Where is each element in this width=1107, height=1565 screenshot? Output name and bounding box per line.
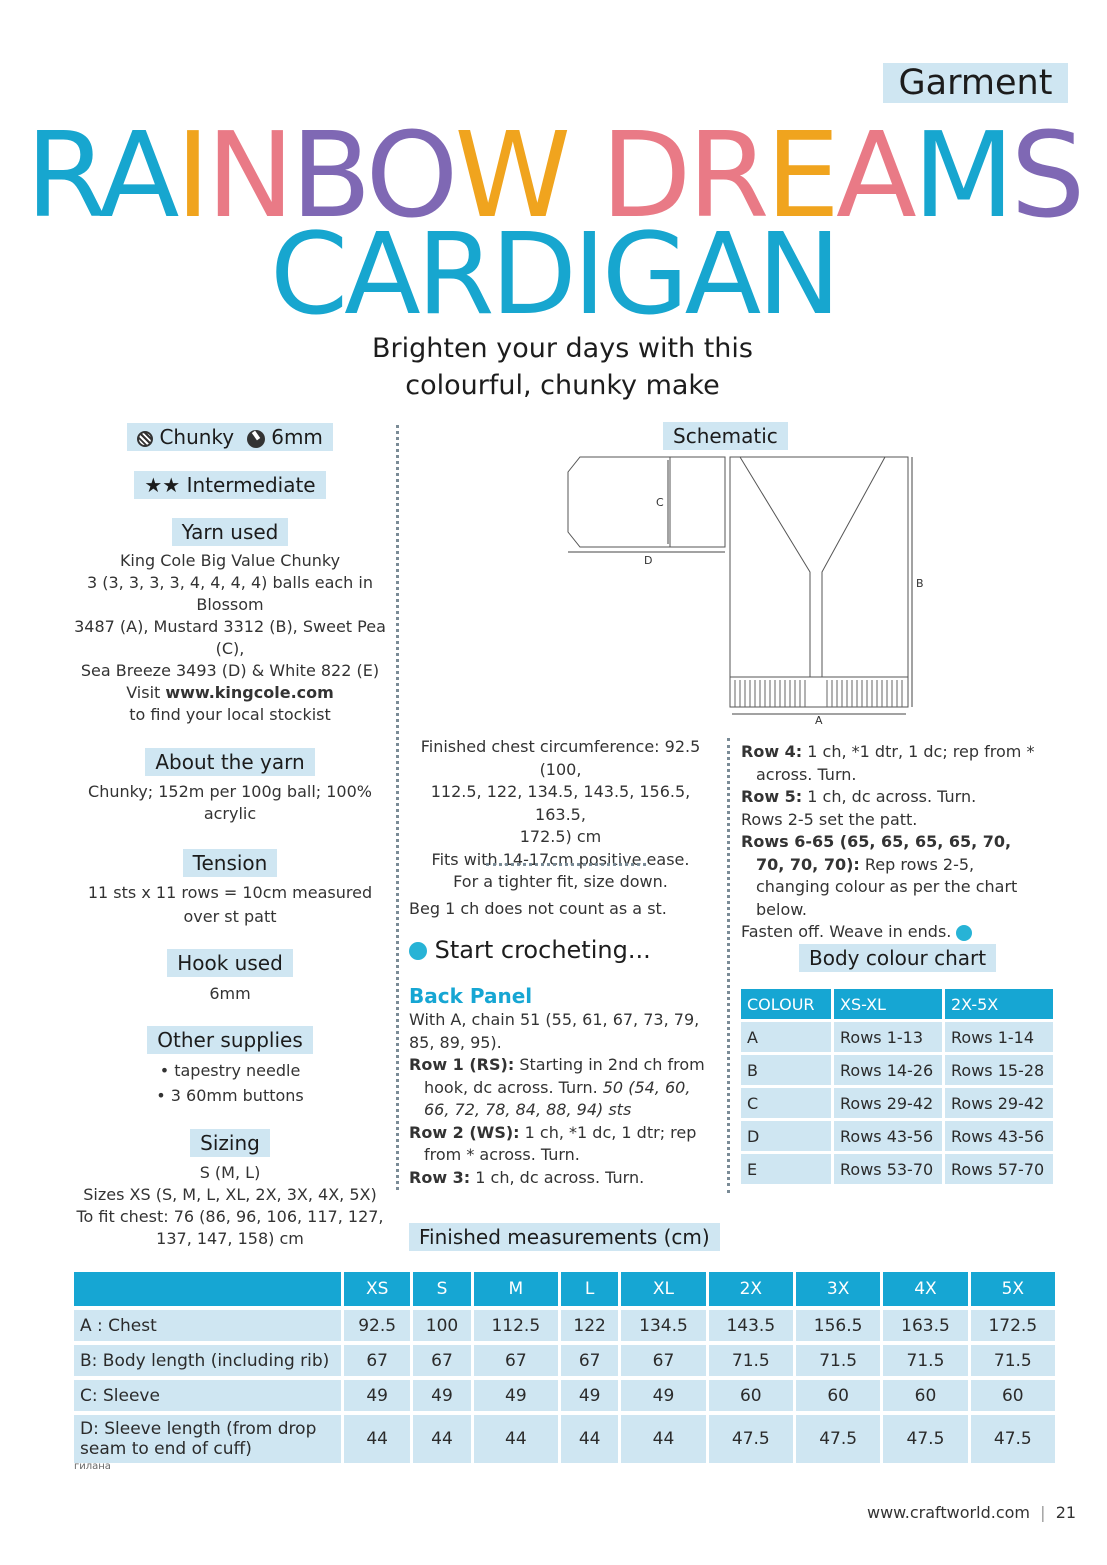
table-cell: 47.5 bbox=[709, 1415, 793, 1463]
table-cell: 49 bbox=[561, 1380, 618, 1411]
row-3-label: Row 3: bbox=[409, 1167, 471, 1187]
sizing-line: S (M, L) bbox=[199, 1163, 261, 1182]
table-cell: 47.5 bbox=[883, 1415, 967, 1463]
table-cell: S bbox=[413, 1272, 470, 1306]
footer: www.craftworld.com | 21 bbox=[867, 1503, 1077, 1522]
visit-line bbox=[70, 682, 390, 704]
sizing-line: 137, 147, 158) cm bbox=[156, 1229, 304, 1248]
table-cell: 47.5 bbox=[971, 1415, 1055, 1463]
table-cell: B bbox=[741, 1055, 831, 1085]
table-cell: Rows 43-56 bbox=[834, 1121, 942, 1151]
title-letter: I bbox=[175, 106, 207, 244]
table-cell: 49 bbox=[413, 1380, 470, 1411]
table-cell: 67 bbox=[344, 1345, 410, 1376]
table-cell: 44 bbox=[413, 1415, 470, 1463]
about-yarn-text: Chunky; 152m per 100g ball; 100% acrylic bbox=[88, 782, 372, 823]
hook-used-text: 6mm bbox=[209, 984, 251, 1003]
table-cell: 47.5 bbox=[796, 1415, 880, 1463]
table-row bbox=[74, 1310, 1055, 1341]
table-cell: Rows 57-70 bbox=[945, 1154, 1053, 1184]
table-cell: 67 bbox=[474, 1345, 558, 1376]
row-4-text: 1 ch, *1 dtr, 1 dc; rep from * across. Turn. bbox=[756, 742, 1035, 784]
table-cell: Rows 29-42 bbox=[834, 1088, 942, 1118]
title-letter: A bbox=[836, 106, 913, 244]
colour-chart-table bbox=[738, 986, 1056, 1187]
table-cell: 67 bbox=[561, 1345, 618, 1376]
table-cell: Rows 43-56 bbox=[945, 1121, 1053, 1151]
table-cell: C bbox=[741, 1088, 831, 1118]
star-icon: ★★ bbox=[144, 473, 181, 497]
sleeve-outline bbox=[568, 457, 725, 547]
back-panel-title: Back Panel bbox=[409, 984, 533, 1008]
page-number: 21 bbox=[1055, 1503, 1077, 1522]
title-line-2: CARDIGAN bbox=[269, 210, 838, 340]
pattern-continued bbox=[741, 741, 1041, 944]
visit-prefix: Visit bbox=[126, 683, 166, 702]
info-column bbox=[70, 423, 390, 1250]
table-cell: XL bbox=[621, 1272, 705, 1306]
label-b: B bbox=[916, 577, 924, 590]
table-cell: 67 bbox=[413, 1345, 470, 1376]
measurements-header bbox=[74, 1272, 1055, 1306]
table-cell: 60 bbox=[883, 1380, 967, 1411]
header-cell: XS-XL bbox=[834, 989, 942, 1019]
table-cell bbox=[74, 1272, 341, 1306]
table-cell: 44 bbox=[621, 1415, 705, 1463]
sizing-line: Sizes XS (S, M, L, XL, 2X, 3X, 4X, 5X) bbox=[83, 1185, 377, 1204]
category-label: Garment bbox=[883, 63, 1068, 103]
tension-line: over st patt bbox=[183, 907, 277, 926]
subtitle-line-1: Brighten your days with this bbox=[371, 333, 753, 364]
table-cell: C: Sleeve bbox=[74, 1380, 341, 1411]
hook-icon bbox=[247, 430, 265, 448]
label-a: A bbox=[815, 714, 823, 727]
start-title: Start crocheting... bbox=[434, 936, 651, 964]
rows-6-65-label: Rows 6-65 (65, 65, 65, 65, 70, 70, 70, 70): bbox=[741, 832, 1012, 874]
title-letter: E bbox=[765, 106, 836, 244]
table-cell: Rows 15-28 bbox=[945, 1055, 1053, 1085]
table-row bbox=[74, 1345, 1055, 1376]
measurements-table bbox=[71, 1268, 1058, 1467]
row-5-text: 1 ch, dc across. Turn. bbox=[802, 787, 977, 806]
table-cell: Rows 14-26 bbox=[834, 1055, 942, 1085]
table-cell: 60 bbox=[971, 1380, 1055, 1411]
beg-note: Beg 1 ch does not count as a st. bbox=[409, 899, 667, 918]
table-cell: B: Body length (including rib) bbox=[74, 1345, 341, 1376]
colour-chart-title: Body colour chart bbox=[799, 944, 996, 972]
front-opening bbox=[740, 457, 885, 677]
title-letter: W bbox=[454, 106, 568, 244]
subtitle bbox=[0, 330, 1107, 404]
table-cell: Rows 53-70 bbox=[834, 1154, 942, 1184]
table-cell: 67 bbox=[621, 1345, 705, 1376]
table-row bbox=[741, 1022, 1053, 1052]
skill-level-text: Intermediate bbox=[186, 473, 316, 497]
back-intro: With A, chain 51 (55, 61, 67, 73, 79, 85, 89, 95). bbox=[409, 1010, 700, 1052]
title-letter: B bbox=[290, 106, 366, 244]
skill-level-badge bbox=[134, 471, 325, 499]
chest-line: 172.5) cm bbox=[519, 827, 602, 846]
title-letter: A bbox=[98, 106, 176, 244]
supply-item: • 3 60mm buttons bbox=[156, 1086, 304, 1105]
title-letter: D bbox=[600, 106, 688, 244]
row-2-label: Row 2 (WS): bbox=[409, 1122, 520, 1142]
row-4 bbox=[741, 741, 1041, 786]
supplies-list bbox=[70, 1058, 390, 1108]
rows-6-65 bbox=[741, 831, 1041, 921]
title-letter: R bbox=[687, 106, 766, 244]
table-cell: A bbox=[741, 1022, 831, 1052]
subtitle-line-2: colourful, chunky make bbox=[405, 370, 720, 401]
divider-right bbox=[727, 738, 730, 1193]
row-3 bbox=[409, 1167, 714, 1190]
tension-line: 11 sts x 11 rows = 10cm measured bbox=[87, 883, 373, 902]
supply-item: • tapestry needle bbox=[159, 1061, 301, 1080]
schematic-title: Schematic bbox=[663, 422, 788, 450]
table-row bbox=[74, 1415, 1055, 1463]
body-outline bbox=[730, 457, 908, 707]
tension-title: Tension bbox=[183, 849, 278, 877]
yarn-used-text bbox=[70, 550, 390, 726]
rows-6-65-text: Rep rows 2-5, changing colour as per the chart below. bbox=[756, 854, 1018, 919]
yarn-line: Sea Breeze 3493 (D) & White 822 (E) bbox=[80, 661, 380, 680]
row-1-text: Starting in 2nd ch from hook, dc across. Turn. bbox=[424, 1055, 705, 1097]
table-cell: 71.5 bbox=[709, 1345, 793, 1376]
yarn-ball-icon bbox=[409, 942, 427, 960]
schematic-diagram bbox=[540, 452, 930, 727]
table-cell: XS bbox=[344, 1272, 410, 1306]
table-cell: M bbox=[474, 1272, 558, 1306]
yarn-line: King Cole Big Value Chunky bbox=[119, 551, 341, 570]
row-5-label: Row 5: bbox=[741, 787, 803, 806]
label-c: C bbox=[656, 496, 664, 509]
sizing-title: Sizing bbox=[190, 1129, 270, 1157]
site-url[interactable]: www.craftworld.com bbox=[867, 1503, 1030, 1522]
measurements-title: Finished measurements (cm) bbox=[409, 1223, 720, 1251]
table-cell: 4X bbox=[883, 1272, 967, 1306]
title-letter: N bbox=[206, 106, 291, 244]
table-cell: 100 bbox=[413, 1310, 470, 1341]
yarn-ball-icon bbox=[137, 431, 153, 447]
table-cell: 44 bbox=[344, 1415, 410, 1463]
table-cell: 92.5 bbox=[344, 1310, 410, 1341]
table-cell: 60 bbox=[709, 1380, 793, 1411]
title-letter: R bbox=[25, 106, 99, 244]
chest-line: Fits with 14-17cm positive ease. bbox=[431, 849, 690, 869]
label-d: D bbox=[644, 554, 653, 567]
table-row bbox=[741, 1154, 1053, 1184]
chest-line: Finished chest circumference: 92.5 (100, bbox=[420, 737, 701, 779]
row-4-label: Row 4: bbox=[741, 742, 803, 761]
table-cell: D: Sleeve length (from drop seam to end of cuff) bbox=[74, 1415, 341, 1463]
end-yarn-ball-icon bbox=[956, 925, 972, 941]
credit-text: гилана bbox=[74, 1461, 111, 1472]
title-letter: M bbox=[912, 106, 1011, 244]
table-cell: 49 bbox=[474, 1380, 558, 1411]
table-cell: D bbox=[741, 1121, 831, 1151]
table-cell: A : Chest bbox=[74, 1310, 341, 1341]
chest-info bbox=[408, 736, 713, 894]
table-cell: 3X bbox=[796, 1272, 880, 1306]
table-row bbox=[74, 1380, 1055, 1411]
row-3-text: 1 ch, dc across. Turn. bbox=[470, 1167, 645, 1187]
sizing-text bbox=[70, 1162, 390, 1250]
header-cell: COLOUR bbox=[741, 989, 831, 1019]
table-row bbox=[741, 1121, 1053, 1151]
hook-used-title: Hook used bbox=[167, 949, 293, 977]
table-cell: 172.5 bbox=[971, 1310, 1055, 1341]
table-row bbox=[741, 1055, 1053, 1085]
table-cell: 49 bbox=[621, 1380, 705, 1411]
table-cell: 71.5 bbox=[971, 1345, 1055, 1376]
chest-line: 112.5, 122, 134.5, 143.5, 156.5, 163.5, bbox=[430, 782, 691, 824]
row-2-text: 1 ch, *1 dc, 1 dtr; rep from * across. Turn. bbox=[424, 1122, 697, 1164]
colour-chart-header bbox=[741, 989, 1053, 1019]
rib-hatching bbox=[735, 680, 902, 707]
row-5 bbox=[741, 786, 1041, 809]
row-2 bbox=[409, 1122, 714, 1167]
chest-line: For a tighter fit, size down. bbox=[453, 872, 668, 891]
tension-text bbox=[70, 881, 390, 929]
yarn-line: 3 (3, 3, 3, 3, 4, 4, 4, 4) balls each in Blossom bbox=[86, 573, 373, 614]
back-panel-instructions bbox=[409, 1009, 714, 1189]
other-supplies-title: Other supplies bbox=[147, 1026, 312, 1054]
table-row bbox=[741, 1088, 1053, 1118]
weight-text: Chunky bbox=[159, 425, 235, 449]
table-cell: Rows 1-14 bbox=[945, 1022, 1053, 1052]
rows-2-5-note: Rows 2-5 set the patt. bbox=[741, 809, 918, 829]
about-yarn-title: About the yarn bbox=[145, 748, 314, 776]
table-cell: E bbox=[741, 1154, 831, 1184]
header-cell: 2X-5X bbox=[945, 989, 1053, 1019]
row-1-count: 50 (54, 60, 66, 72, 78, 84, 88, 94) sts bbox=[424, 1077, 691, 1119]
sizing-line: To fit chest: 76 (86, 96, 106, 117, 127, bbox=[76, 1207, 384, 1226]
table-cell: Rows 1-13 bbox=[834, 1022, 942, 1052]
table-cell: Rows 29-42 bbox=[945, 1088, 1053, 1118]
table-cell: 71.5 bbox=[883, 1345, 967, 1376]
table-cell: 2X bbox=[709, 1272, 793, 1306]
hook-size-text: 6mm bbox=[271, 425, 323, 449]
table-cell: 122 bbox=[561, 1310, 618, 1341]
weight-hook-badge bbox=[127, 423, 333, 451]
visit-suffix: to find your local stockist bbox=[129, 705, 331, 724]
row-1-label: Row 1 (RS): bbox=[409, 1055, 515, 1074]
table-cell: 49 bbox=[344, 1380, 410, 1411]
title-letter: O bbox=[365, 106, 455, 244]
divider-left bbox=[396, 425, 399, 1190]
title-letter: S bbox=[1010, 106, 1082, 244]
table-cell: 44 bbox=[474, 1415, 558, 1463]
table-cell: 134.5 bbox=[621, 1310, 705, 1341]
table-cell: 5X bbox=[971, 1272, 1055, 1306]
table-cell: 156.5 bbox=[796, 1310, 880, 1341]
yarn-line: 3487 (A), Mustard 3312 (B), Sweet Pea (C), bbox=[74, 617, 386, 658]
table-cell: 60 bbox=[796, 1380, 880, 1411]
fasten-off: Fasten off. Weave in ends. bbox=[741, 921, 1041, 944]
yarn-used-title: Yarn used bbox=[172, 518, 289, 546]
table-cell: 143.5 bbox=[709, 1310, 793, 1341]
table-cell: 44 bbox=[561, 1415, 618, 1463]
table-cell: L bbox=[561, 1272, 618, 1306]
kingcole-link[interactable]: www.kingcole.com bbox=[165, 683, 334, 702]
start-heading bbox=[409, 936, 651, 964]
table-cell: 163.5 bbox=[883, 1310, 967, 1341]
table-cell: 112.5 bbox=[474, 1310, 558, 1341]
table-cell: 71.5 bbox=[796, 1345, 880, 1376]
dotted-separator bbox=[486, 863, 646, 866]
row-1 bbox=[409, 1054, 714, 1122]
